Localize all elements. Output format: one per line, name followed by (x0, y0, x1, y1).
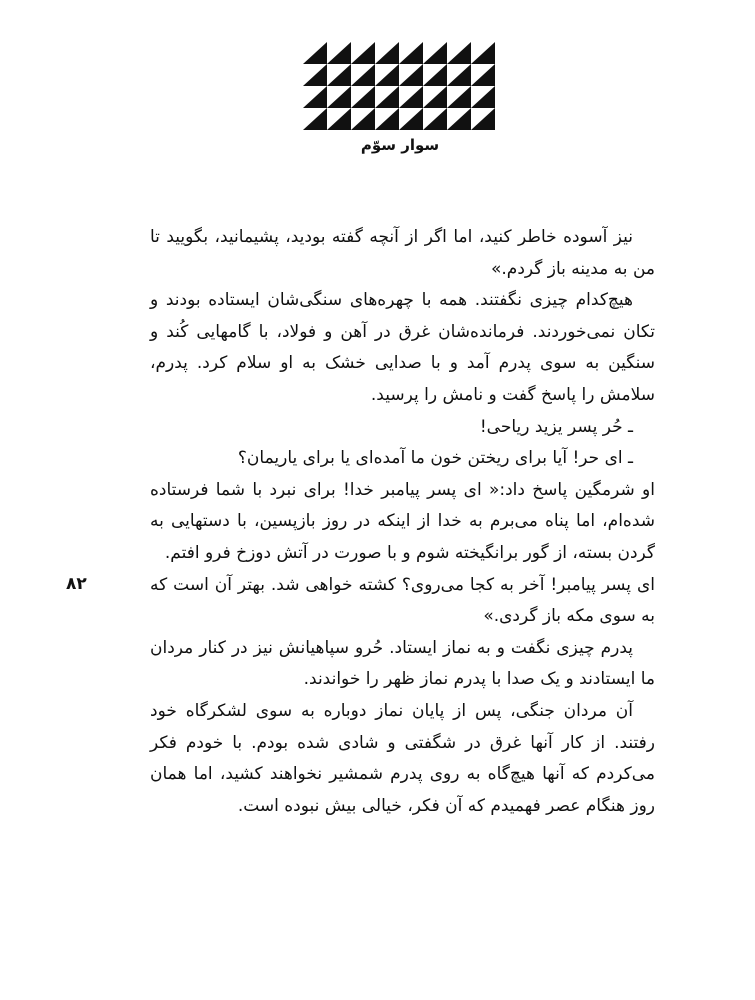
ornament-triangle (471, 108, 495, 130)
paragraph-1: نیز آسوده خاطر کنید، اما اگر از آنچه گفته بودید، پشیمانید، بگویید تا من به مدینه باز گردم.» (150, 227, 655, 279)
paragraph-6: آن مردان جنگی، پس از پایان نماز دوباره به سوی لشکرگاه خود رفتند. از کار آنها غرق در شگفتی و شادی شده بودم. با خودم فکر می‌کردم که آنها هیچ‌گاه به روی پدرم شمشیر نخواهند کشید، اما همان روز هنگام عصر فهمیدم که آن فکر، خیالی بیش نبوده است. (150, 700, 655, 816)
ornament-triangle (423, 86, 447, 108)
paragraph-2: هیچ‌کدام چیزی نگفتند. همه با چهره‌های سنگی‌شان ایستاده بودند و تکان نمی‌خوردند. فرمانده‌شان غرق در آهن و فولاد، با گامهایی کُند و سنگین به سوی پدرم آمد و با صدایی خشک به او سلام کرد. پدرم، سلامش را پاسخ گفت و نامش را پرسید. (150, 290, 655, 405)
ornament-triangle (471, 86, 495, 108)
ornament-triangle (471, 64, 495, 86)
ornament-triangle (375, 86, 399, 108)
ornament-triangle (351, 108, 375, 130)
ornament-triangle (423, 108, 447, 130)
dialogue-line-1: ـ حُر پسر یزید ریاحی! (479, 416, 633, 437)
ornament-triangle (327, 64, 351, 86)
ornament-triangle (351, 86, 375, 108)
paragraph-5: پدرم چیزی نگفت و به نماز ایستاد. حُرو سپاهیانش نیز در کنار مردان ما ایستادند و یک صدا با پدرم نماز ظهر را خواندند. (150, 637, 655, 690)
ornament-triangle (327, 86, 351, 108)
ornament-triangle (351, 42, 375, 64)
page-body-text (150, 222, 655, 822)
dialogue-line-2: ـ ای حر! آیا برای ریختن خون ما آمده‌ای یا برای یاریمان؟ (237, 448, 633, 469)
ornament-triangle (447, 64, 471, 86)
ornament-triangle (423, 64, 447, 86)
paragraph-4: ای پسر پیامبر! آخر به کجا می‌روی؟ کشته خواهی شد. بهتر آن است که به سوی مکه باز گردی.» (150, 574, 655, 627)
ornament-triangle (303, 86, 327, 108)
ornament-triangle (303, 64, 327, 86)
triangle-ornament-icon (303, 42, 495, 130)
page-number: ۸۲ (66, 574, 87, 594)
ornament-triangle (375, 42, 399, 64)
ornament-triangle (303, 42, 327, 64)
ornament-triangle (423, 42, 447, 64)
ornament-triangle (327, 108, 351, 130)
ornament-triangle (375, 64, 399, 86)
ornament-triangle (375, 108, 399, 130)
paragraph-3: او شرمگین پاسخ داد:« ای پسر پیامبر خدا! برای نبرد با شما فرستاده شده‌ام، اما پناه می‌برم به خدا از اینکه در روز بازپسین، با دستهایی به گردن بسته، از گور برانگیخته شوم و با صورت در آتش دوزخ فرو افتم. (150, 479, 655, 563)
ornament-triangle (399, 42, 423, 64)
ornament-triangle (399, 86, 423, 108)
ornament-triangle (447, 108, 471, 130)
ornament-triangle (447, 42, 471, 64)
ornament-triangle (399, 64, 423, 86)
ornament-triangle (471, 42, 495, 64)
ornament-triangle (351, 64, 375, 86)
ornament-triangle (303, 108, 327, 130)
ornament-triangle (399, 108, 423, 130)
ornament-triangle (327, 42, 351, 64)
chapter-title: سوار سوّم (360, 136, 440, 154)
ornament-triangle (447, 86, 471, 108)
